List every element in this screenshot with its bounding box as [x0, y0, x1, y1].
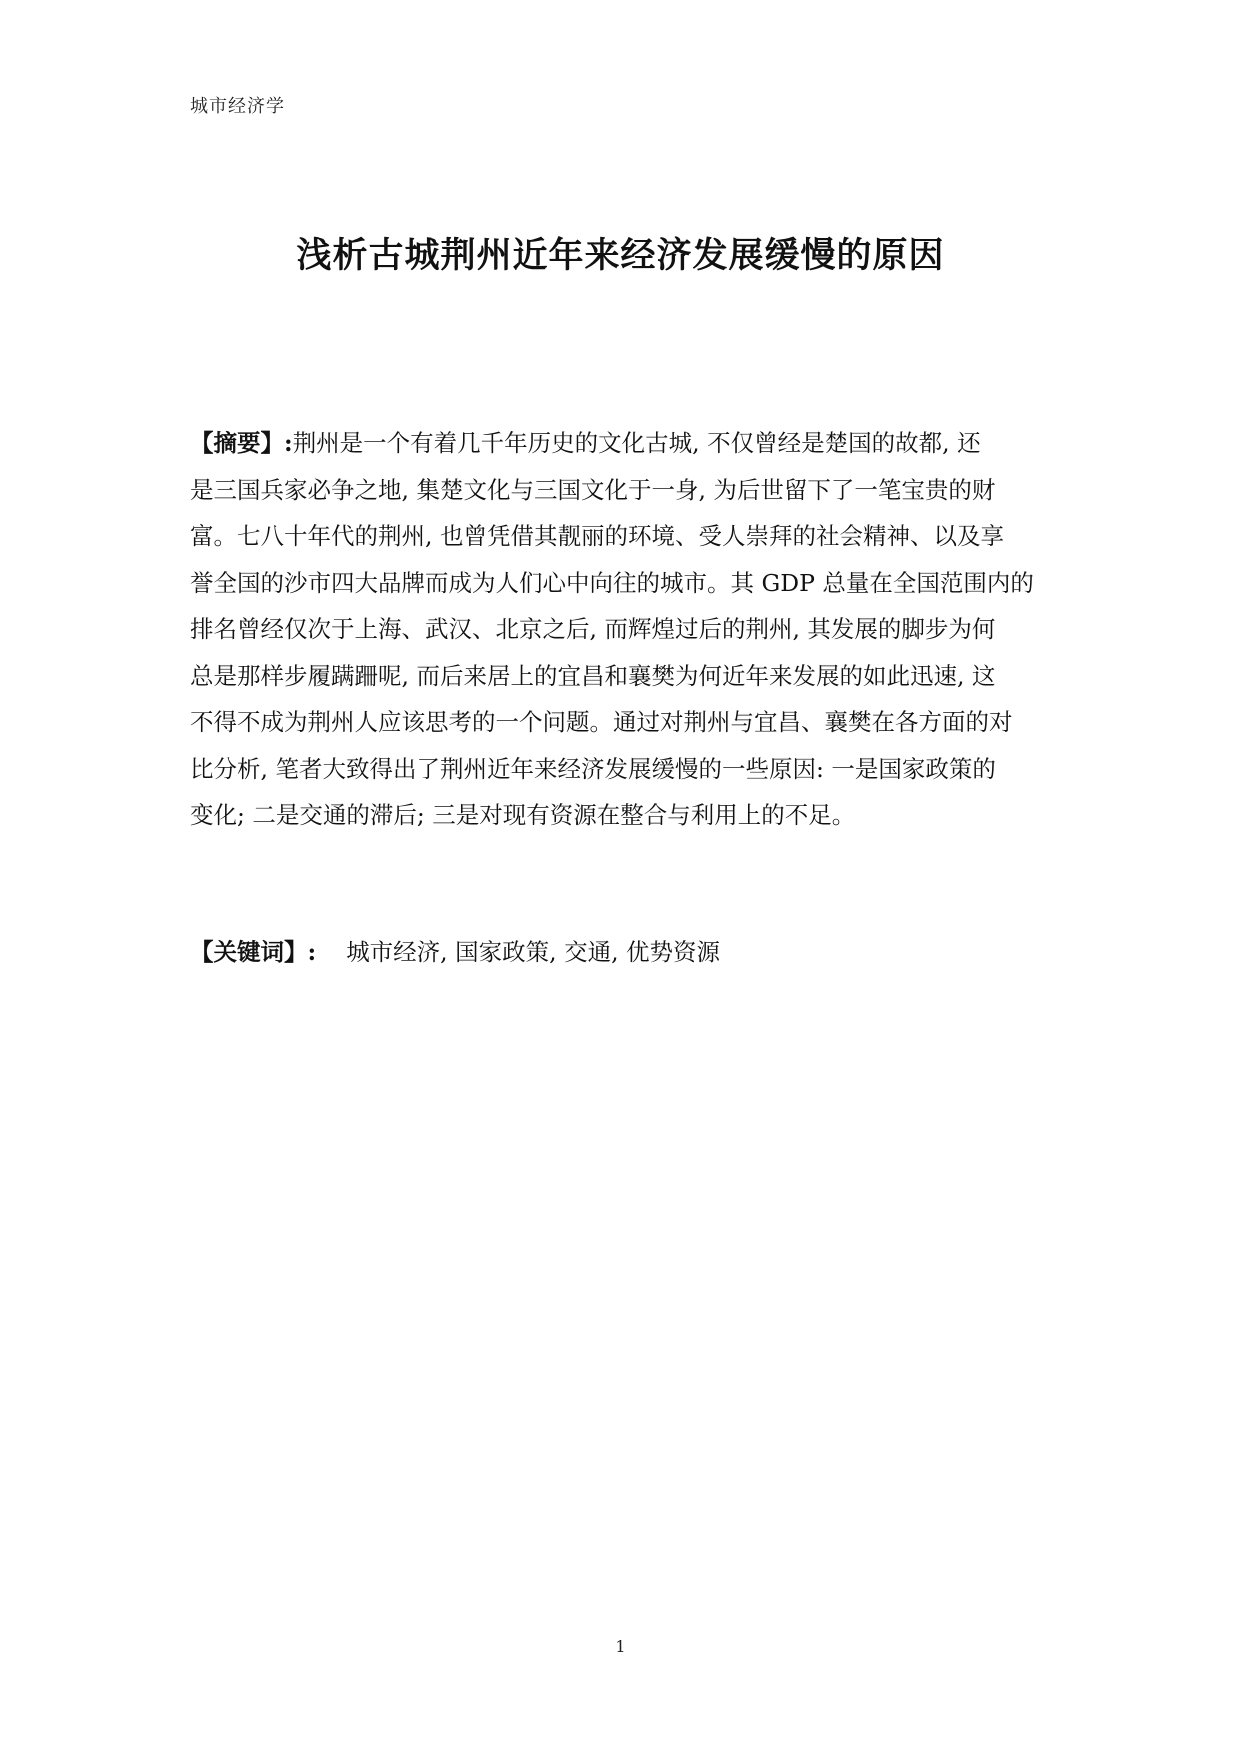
abstract-label: 【摘要】: — [190, 429, 293, 457]
page-number: 1 — [615, 1637, 626, 1656]
abstract-line-8: 比分析, 笔者大致得出了荆州近年来经济发展缓慢的一些原因: 一是国家政策的 — [190, 754, 996, 783]
abstract-line-1 — [190, 420, 1060, 467]
abstract-text: 荆州是一个有着几千年历史的文化古城, 不仅曾经是楚国的故都, 还 — [292, 429, 981, 457]
abstract-line-9: 变化; 二是交通的滞后; 三是对现有资源在整合与利用上的不足。 — [190, 801, 856, 829]
abstract-line-7: 不得不成为荆州人应该思考的一个问题。通过对荆州与宜昌、襄樊在各方面的对 — [190, 708, 1013, 736]
abstract-line-6: 总是那样步履蹒跚呢, 而后来居上的宜昌和襄樊为何近年来发展的如此迅速, 这 — [190, 661, 996, 690]
abstract-section — [190, 420, 1060, 839]
abstract-line-4: 誉全国的沙市四大品牌而成为人们心中向往的城市。其 GDP 总量在全国范围内的 — [190, 568, 1034, 597]
document-title: 浅析古城荆州近年来经济发展缓慢的原因 — [296, 236, 945, 276]
keywords-text: 城市经济, 国家政策, 交通, 优势资源 — [346, 938, 721, 966]
running-head: 城市经济学 — [190, 96, 285, 117]
keywords-label: 【关键词】: — [190, 938, 317, 966]
abstract-line-3: 富。七八十年代的荆州, 也曾凭借其靓丽的环境、受人崇拜的社会精神、以及享 — [190, 522, 1004, 550]
abstract-line-2: 是三国兵家必争之地, 集楚文化与三国文化于一身, 为后世留下了一笔宝贵的财 — [190, 475, 996, 504]
keywords-section — [190, 934, 720, 970]
abstract-line-5: 排名曾经仅次于上海、武汉、北京之后, 而辉煌过后的荆州, 其发展的脚步为何 — [190, 615, 996, 643]
